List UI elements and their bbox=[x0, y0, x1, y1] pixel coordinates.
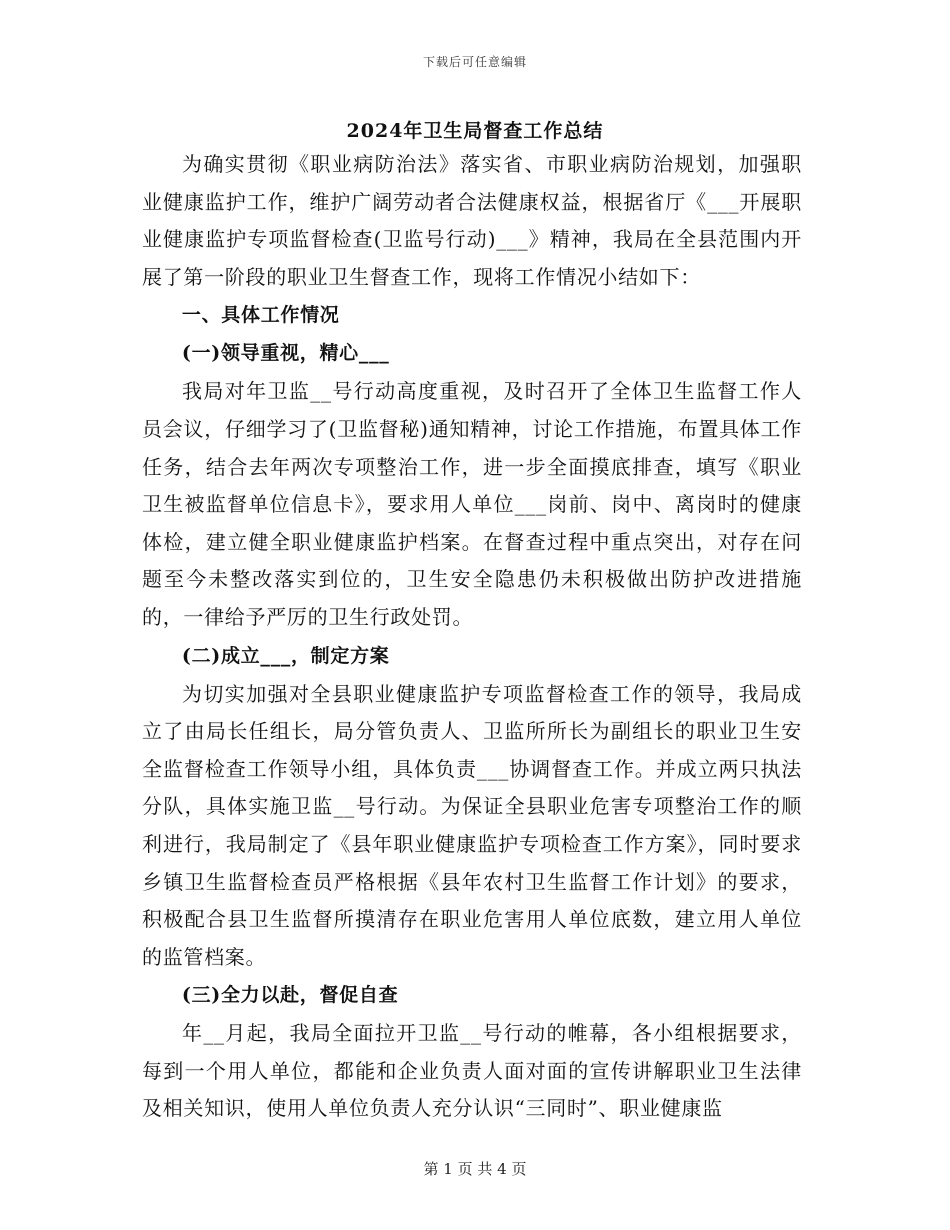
subsection-paragraph-3: 年__月起，我局全面拉开卫监__号行动的帷幕，各小组根据要求，每到一个用人单位，都能和企业负责人面对面的宣传讲解职业卫生法律及相关知识，使用人单位负责人充分认识“三同时”、职业健康监 bbox=[142, 1021, 802, 1121]
page-number: 第 1 页 共 4 页 bbox=[423, 1160, 527, 1178]
subsection-heading-3: (三)全力以赴，督促自查 bbox=[181, 984, 399, 1007]
document-title: 2024年卫生局督查工作总结 bbox=[346, 120, 604, 142]
subsection-paragraph-2: 为切实加强对全县职业健康监护专项监督检查工作的领导，我局成立了由局长任组长，局分管负责人、卫监所所长为副组长的职业卫生安全监督检查工作领导小组，具体负责___协调督查工作。并成立两只执法分队，具体实施卫监__号行动。为保证全县职业危害专项整治工作的顺利进行，我局制定了《县年职业健康监护专项检查工作方案》，同时要求乡镇卫生监督检查员严格根据《县年农村卫生监督工作计划》的要求，积极配合县卫生监督所摸清存在职业危害用人单位底数，建立用人单位的监管档案。 bbox=[142, 681, 802, 969]
document-body bbox=[142, 146, 802, 1128]
intro-paragraph: 为确实贯彻《职业病防治法》落实省、市职业病防治规划，加强职业健康监护工作，维护广阔劳动者合法健康权益，根据省厅《___开展职业健康监护专项监督检查(卫监号行动)___》精神，我局在全县范围内开展了第一阶段的职业卫生督查工作，现将工作情况小结如下： bbox=[142, 152, 802, 289]
page-header-note: 下载后可任意编辑 bbox=[422, 55, 527, 69]
subsection-paragraph-1: 我局对年卫监__号行动高度重视，及时召开了全体卫生监督工作人员会议，仔细学习了(卫监督秘)通知精神，讨论工作措施，布置具体工作任务，结合去年两次专项整治工作，进一步全面摸底排查，填写《职业卫生被监督单位信息卡》，要求用人单位___岗前、岗中、离岗时的健康体检，建立健全职业健康监护档案。在督查过程中重点突出，对存在问题至今未整改落实到位的，卫生安全隐患仍未积极做出防护改进措施的，一律给予严厉的卫生行政处罚。 bbox=[142, 379, 802, 629]
subsection-heading-1: (一)领导重视，精心___ bbox=[181, 342, 390, 365]
section-heading: 一、具体工作情况 bbox=[181, 304, 340, 327]
subsection-heading-2: (二)成立___，制定方案 bbox=[181, 644, 390, 667]
